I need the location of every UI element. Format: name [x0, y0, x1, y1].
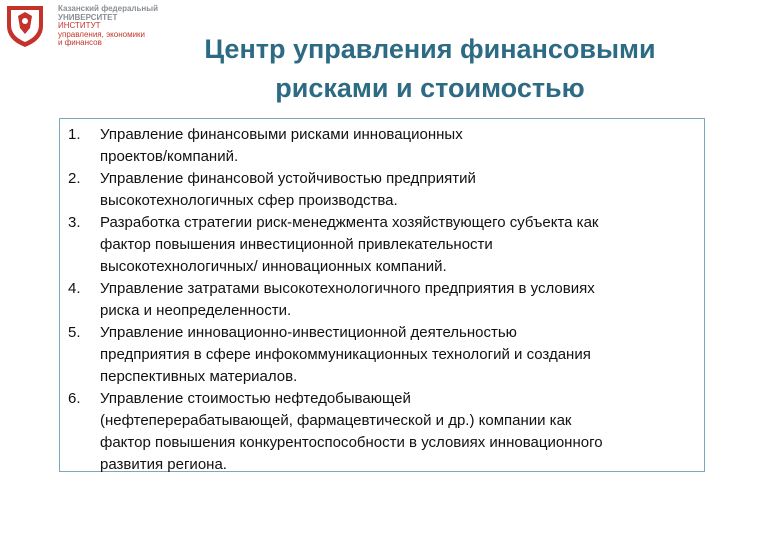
list-item	[60, 212, 704, 278]
list-item-line: высокотехнологичных/ инновационных компаний.	[100, 258, 447, 275]
list-item-line: Управление стоимостью нефтедобывающей	[100, 390, 411, 407]
list-item	[60, 322, 704, 388]
list-item-number: 4.	[68, 280, 81, 297]
list-item-line: фактор повышения инвестиционной привлекательности	[100, 236, 493, 253]
list-item-line: Разработка стратегии риск-менеджмента хозяйствующего субъекта как	[100, 214, 599, 231]
list-item-number: 3.	[68, 214, 81, 231]
list-item	[60, 124, 704, 168]
logo-line: ИНСТИТУТ	[58, 21, 101, 31]
title-line: рисками и стоимостью	[275, 73, 585, 103]
list-item-line: Управление финансовыми рисками инновационных	[100, 126, 463, 143]
list-item-line: проектов/компаний.	[100, 148, 239, 165]
list-item-line: высокотехнологичных сфер производства.	[100, 192, 398, 209]
logo-line: управления, экономики	[58, 29, 146, 39]
logo-line: Казанский федеральный	[58, 4, 158, 13]
slide-title	[120, 30, 740, 108]
list-item-line: Управление затратами высокотехнологичного предприятия в условиях	[100, 280, 595, 297]
list-item-number: 2.	[68, 170, 81, 187]
title-line: Центр управления финансовыми	[204, 34, 656, 64]
list-item-number: 1.	[68, 126, 81, 143]
list-item-line: фактор повышения конкурентоспособности в условиях инновационного	[100, 434, 603, 451]
list-item-line: развития региона.	[100, 456, 227, 473]
list-item	[60, 278, 704, 322]
logo-line: УНИВЕРСИТЕТ	[58, 12, 118, 22]
list-item-number: 6.	[68, 390, 81, 407]
kfu-crest-icon	[4, 4, 46, 48]
list-item-line: Управление финансовой устойчивостью предприятий	[100, 170, 476, 187]
logo-line: и финансов	[58, 38, 102, 48]
content-box	[59, 118, 705, 472]
numbered-list	[60, 119, 704, 476]
list-item-line: риска и неопределенности.	[100, 302, 292, 319]
list-item	[60, 388, 704, 476]
list-item-number: 5.	[68, 324, 81, 341]
list-item	[60, 168, 704, 212]
list-item-line: перспективных материалов.	[100, 368, 298, 385]
list-item-line: предприятия в сфере инфокоммуникационных технологий и создания	[100, 346, 591, 363]
list-item-line: Управление инновационно-инвестиционной деятельностью	[100, 324, 517, 341]
list-item-line: (нефтеперерабатывающей, фармацевтической и др.) компании как	[100, 412, 572, 429]
